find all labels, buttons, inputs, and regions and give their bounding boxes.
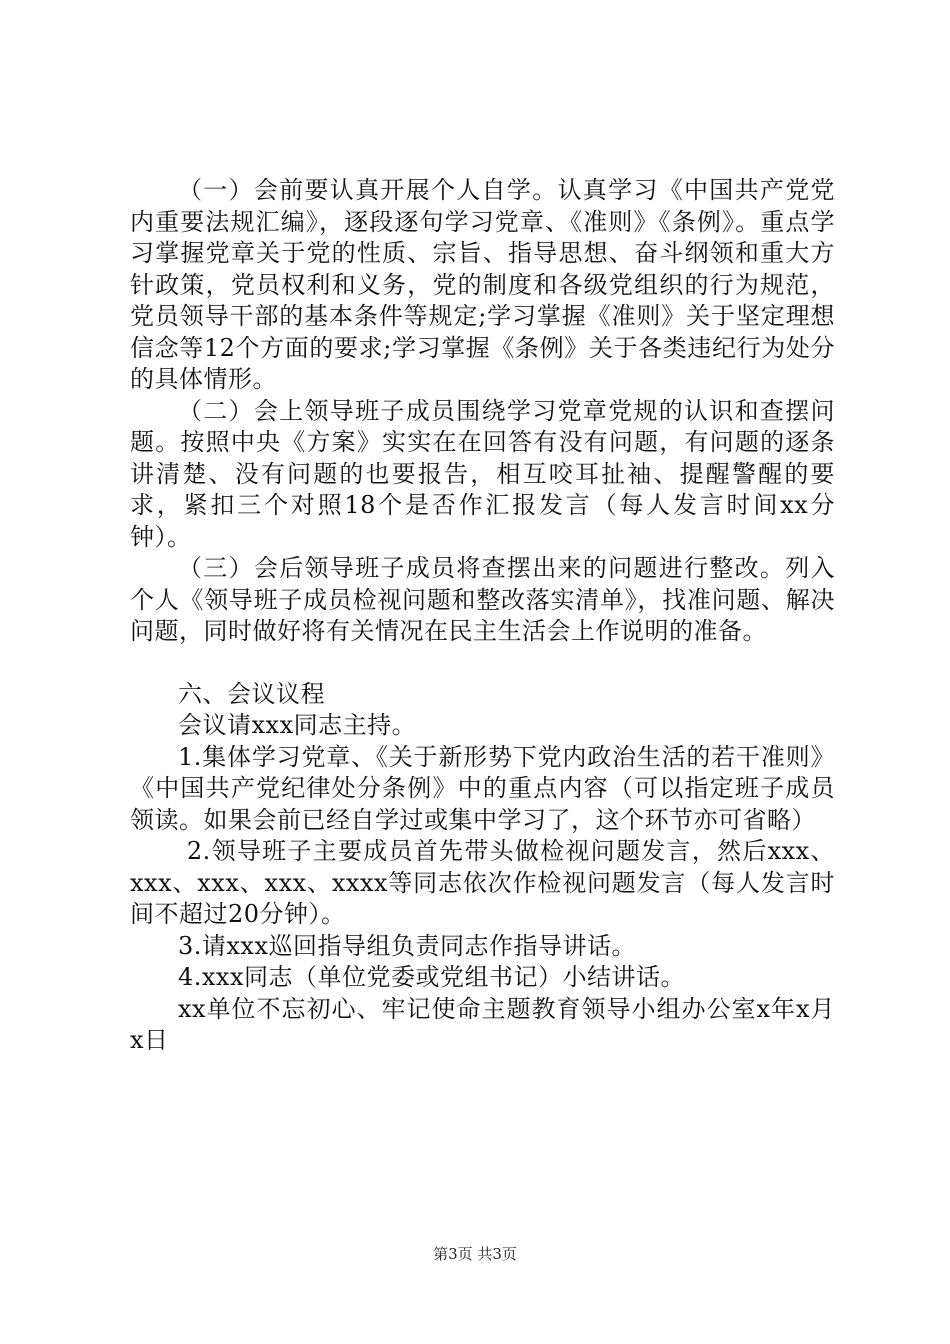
- paragraph-1: （一）会前要认真开展个人自学。认真学习《中国共产党党内重要法规汇编》，逐段逐句学习党章、《准则》《条例》。重点学习掌握党章关于党的性质、宗旨、指导思想、奋斗纲领和重大方针政策，党员权利和义务，党的制度和各级党组织的行为规范，党员领导干部的基本条件等规定;学习掌握《准则》关于坚定理想信念等12个方面的要求;学习掌握《条例》关于各类违纪行为处分的具体情形。: [130, 176, 835, 393]
- agenda-item: 会议请xxx同志主持。: [178, 711, 417, 739]
- agenda-item: 4.xxx同志（单位党委或党组书记）小结讲话。: [178, 963, 686, 991]
- agenda-item: 3.请xxx巡回指导组负责同志作指导讲话。: [178, 931, 637, 960]
- agenda-item: 2.领导班子主要成员首先带头做检视问题发言，然后xxx、xxx、xxx、xxx、xxxx等同志依次作检视问题发言（每人发言时间不超过20分钟）。: [130, 837, 835, 928]
- section-gap: [130, 648, 835, 679]
- page-number: 第3页 共3页: [433, 1245, 517, 1263]
- paragraph-2: （二）会上领导班子成员围绕学习党章党规的认识和查摆问题。按照中央《方案》实实在在回答有没有问题，有问题的逐条讲清楚、没有问题的也要报告，相互咬耳扯袖、提醒警醒的要求，紧扣三个对照18个是否作汇报发言（每人发言时间xx分钟）。: [130, 396, 835, 551]
- document-body: [130, 175, 835, 1057]
- agenda-item: 1.集体学习党章、《关于新形势下党内政治生活的若干准则》《中国共产党纪律处分条例》中的重点内容（可以指定班子成员领读。如果会前已经自学过或集中学习了，这个环节亦可省略）: [130, 742, 835, 834]
- section-heading: 六、会议议程: [178, 679, 325, 708]
- signature-line: xx单位不忘初心、牢记使命主题教育领导小组办公室x年x月x日: [130, 994, 835, 1054]
- paragraph-3: （三）会后领导班子成员将查摆出来的问题进行整改。列入个人《领导班子成员检视问题和整改落实清单》，找准问题、解决问题，同时做好将有关情况在民主生活会上作说明的准备。: [130, 554, 835, 645]
